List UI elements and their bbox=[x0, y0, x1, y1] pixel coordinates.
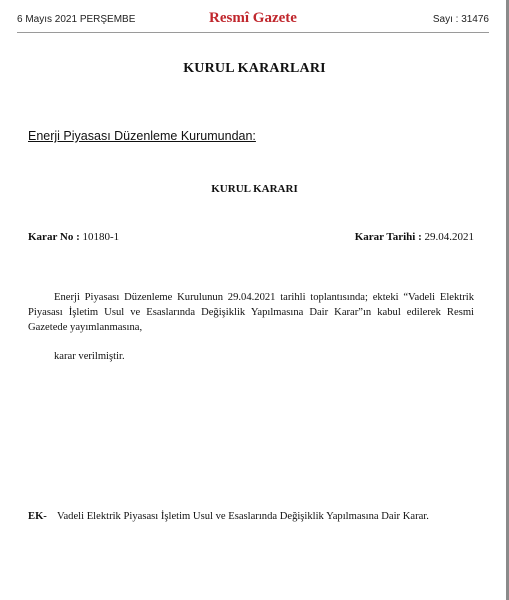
annex-label: EK- bbox=[28, 511, 47, 522]
decision-number-label: Karar No : bbox=[28, 231, 80, 243]
decision-date bbox=[355, 231, 474, 243]
section-title: KURUL KARARLARI bbox=[183, 61, 326, 76]
decision-conclusion: karar verilmiştir. bbox=[54, 351, 125, 362]
decision-number bbox=[28, 231, 119, 243]
issue-date: 6 Mayıs 2021 PERŞEMBE bbox=[17, 14, 136, 25]
annex-text: Vadeli Elektrik Piyasası İşletim Usul ve Esaslarında Değişiklik Yapılmasına Dair Karar. bbox=[57, 511, 429, 522]
gazette-logo-title: Resmî Gazete bbox=[209, 10, 297, 26]
decision-title: KURUL KARARI bbox=[211, 183, 298, 195]
issue-number: Sayı : 31476 bbox=[432, 14, 489, 25]
annex-line bbox=[28, 511, 488, 522]
decision-body-paragraph: Enerji Piyasası Düzenleme Kurulunun 29.04.2021 tarihli toplantısında; ekteki “Vadeli Elektrik Piyasası İşletim Usul ve Esaslarında Değişiklik Yapılmasına Dair Karar”ın kabul edilerek Resmi Gazetede yayımlanmasına, bbox=[28, 292, 474, 333]
decision-date-value: 29.04.2021 bbox=[421, 231, 474, 243]
gazette-header bbox=[17, 10, 489, 30]
decision-date-label: Karar Tarihi : bbox=[354, 231, 422, 243]
header-divider bbox=[17, 32, 489, 33]
decision-number-value: 10180-1 bbox=[79, 231, 120, 243]
issuing-authority: Enerji Piyasası Düzenleme Kurumundan: bbox=[28, 129, 256, 143]
